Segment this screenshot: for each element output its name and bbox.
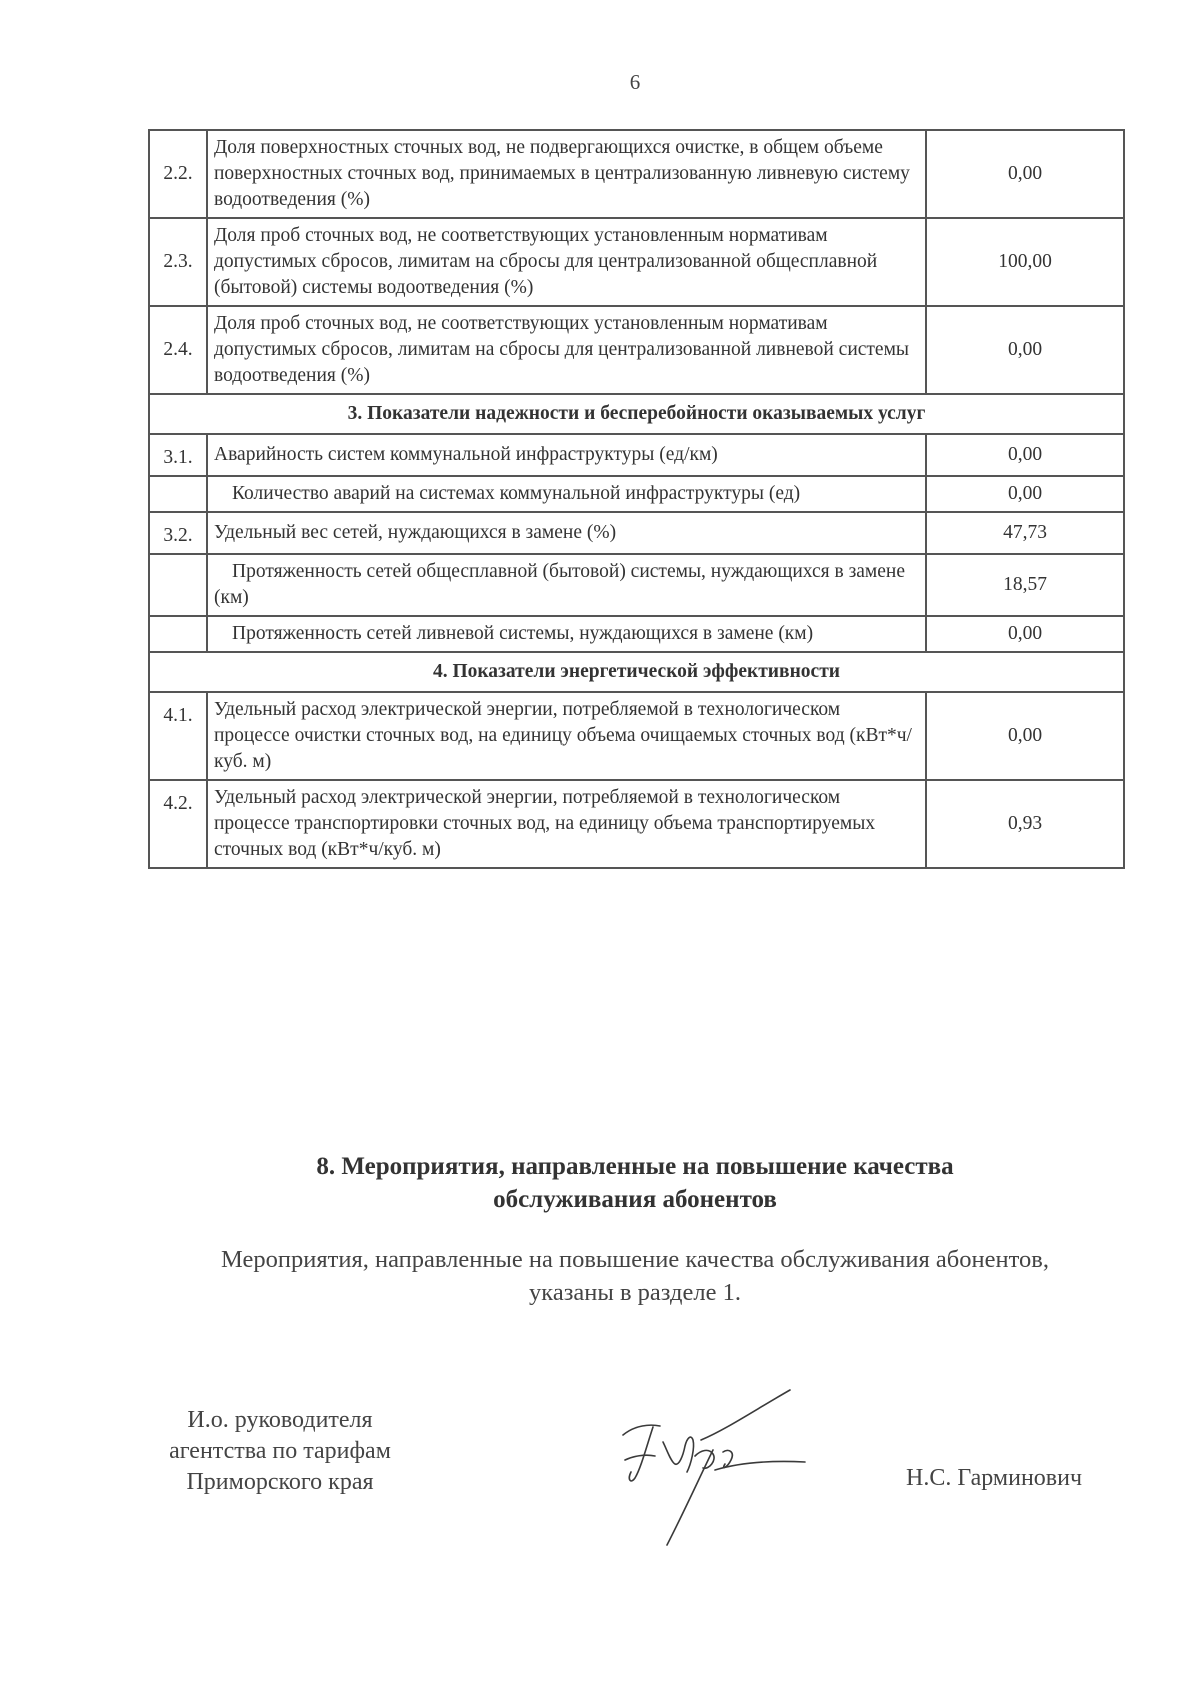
- table-row: [149, 554, 1124, 616]
- table-row: [149, 476, 1124, 512]
- indicator-description: Аварийность систем коммунальной инфраструктуры (ед/км): [207, 434, 926, 476]
- indicators-table-body: [149, 130, 1124, 868]
- indicator-value: 0,00: [926, 616, 1124, 652]
- row-number: 4.2.: [149, 780, 207, 868]
- row-number: 2.3.: [149, 218, 207, 306]
- signatory-title: [148, 1405, 412, 1498]
- row-number: [149, 554, 207, 616]
- handwritten-signature: [605, 1380, 845, 1560]
- indicator-description: Удельный вес сетей, нуждающихся в замене (%): [207, 512, 926, 554]
- section-8-heading-line-1: 8. Мероприятия, направленные на повышение качества: [316, 1153, 954, 1180]
- row-number: 4.1.: [149, 692, 207, 780]
- row-number: 3.2.: [149, 512, 207, 554]
- section-8-heading-line-2: обслуживания абонентов: [493, 1186, 777, 1213]
- indicator-description: Доля проб сточных вод, не соответствующих установленным нормативам допустимых сбросов, лимитам на сбросы для централизованной общесплавной (бытовой) системы водоотведения (%): [207, 218, 926, 306]
- signatory-title-line-1: И.о. руководителя: [187, 1407, 373, 1433]
- indicator-value: 0,00: [926, 130, 1124, 218]
- table-row: [149, 218, 1124, 306]
- row-number: 2.4.: [149, 306, 207, 394]
- signatory-title-line-3: Приморского края: [186, 1469, 374, 1495]
- row-number: 3.1.: [149, 434, 207, 476]
- indicator-value: 100,00: [926, 218, 1124, 306]
- indicator-value: 18,57: [926, 554, 1124, 616]
- section-8-text: [0, 1243, 1200, 1309]
- indicator-description: Доля проб сточных вод, не соответствующих установленным нормативам допустимых сбросов, лимитам на сбросы для централизованной ливневой системы водоотведения (%): [207, 306, 926, 394]
- indicator-value: 0,93: [926, 780, 1124, 868]
- section-header: 4. Показатели энергетической эффективности: [149, 652, 1124, 692]
- indicators-table: [148, 129, 1125, 869]
- indicator-description: Удельный расход электрической энергии, потребляемой в технологическом процессе очистки сточных вод, на единицу объема очищаемых сточных вод (кВт*ч/куб. м): [207, 692, 926, 780]
- table-row: [149, 434, 1124, 476]
- signatory-title-line-2: агентства по тарифам: [169, 1438, 391, 1464]
- indicator-description: Доля поверхностных сточных вод, не подвергающихся очистке, в общем объеме поверхностных сточных вод, принимаемых в централизованную ливневую систему водоотведения (%): [207, 130, 926, 218]
- section-8-text-line-1: Мероприятия, направленные на повышение качества обслуживания абонентов,: [221, 1246, 1049, 1273]
- section-8-text-line-2: указаны в разделе 1.: [529, 1279, 741, 1306]
- indicator-value: 0,00: [926, 434, 1124, 476]
- section-header: 3. Показатели надежности и бесперебойности оказываемых услуг: [149, 394, 1124, 434]
- indicator-value: 0,00: [926, 306, 1124, 394]
- indicator-value: 0,00: [926, 476, 1124, 512]
- indicator-value: 0,00: [926, 692, 1124, 780]
- row-number: [149, 476, 207, 512]
- signatory-name: Н.С. Гарминович: [906, 1465, 1083, 1491]
- section-8-heading: [0, 1150, 1200, 1216]
- indicator-description: Протяженность сетей общесплавной (бытовой) системы, нуждающихся в замене (км): [207, 554, 926, 616]
- page-number: 6: [629, 70, 641, 94]
- table-row: [149, 306, 1124, 394]
- indicator-value: 47,73: [926, 512, 1124, 554]
- row-number: 2.2.: [149, 130, 207, 218]
- section-header-row: [149, 652, 1124, 692]
- table-row: [149, 692, 1124, 780]
- table-row: [149, 512, 1124, 554]
- indicator-description: Протяженность сетей ливневой системы, нуждающихся в замене (км): [207, 616, 926, 652]
- table-row: [149, 130, 1124, 218]
- indicator-description: Количество аварий на системах коммунальной инфраструктуры (ед): [207, 476, 926, 512]
- table-row: [149, 780, 1124, 868]
- row-number: [149, 616, 207, 652]
- section-header-row: [149, 394, 1124, 434]
- table-row: [149, 616, 1124, 652]
- indicator-description: Удельный расход электрической энергии, потребляемой в технологическом процессе транспортировки сточных вод, на единицу объема транспортируемых сточных вод (кВт*ч/куб. м): [207, 780, 926, 868]
